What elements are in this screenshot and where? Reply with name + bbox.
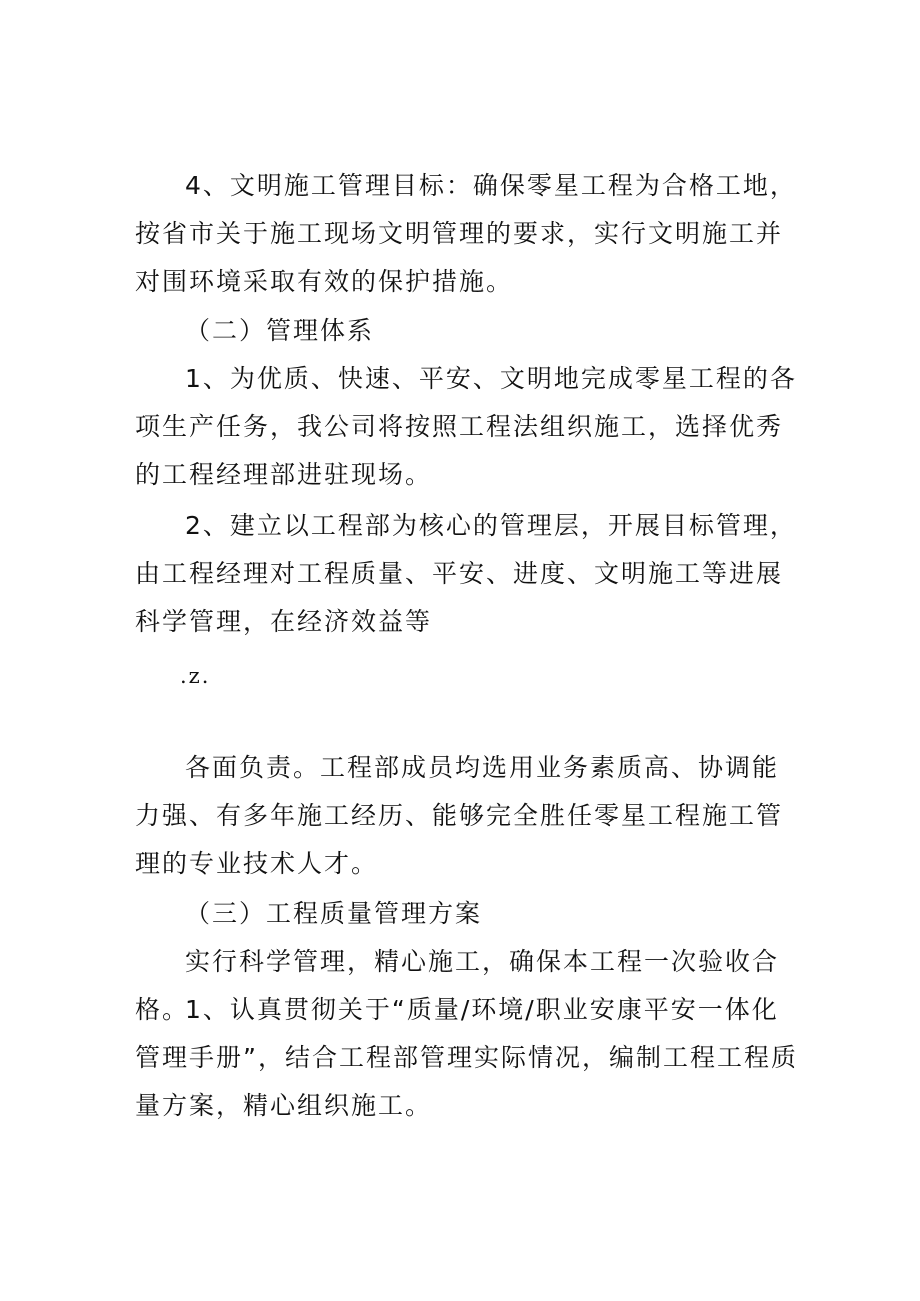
paragraph-quality-plan-1: 1、认真贯彻关于“质量/环境/职业安康平安一体化管理手册”，结合工程部管理实际情况，编制工程工程质量方案，精心组织施工。 — [135, 995, 798, 1120]
section-heading-management-system: （二）管理体系 — [185, 316, 375, 345]
paragraph-quality-goal: 实行科学管理，精心施工，确保本工程一次验收合格。 — [135, 947, 780, 1024]
page-marker: .z. — [180, 664, 211, 688]
section-heading-quality-plan: （三）工程质量管理方案 — [185, 899, 483, 928]
paragraph-management-system-2: 2、建立以工程部为核心的管理层，开展目标管理，由工程经理对工程质量、平安、进度、文明施工等进展科学管理，在经济效益等 — [135, 511, 797, 636]
paragraph-team-responsibility: 各面负责。工程部成员均选用业务素质高、协调能力强、有多年施工经历、能够完全胜任零星工程施工管理的专业技术人才。 — [135, 753, 784, 878]
paragraph-civilized-construction-goal: 4、文明施工管理目标：确保零星工程为合格工地，按省市关于施工现场文明管理的要求，实行文明施工并对围环境采取有效的保护措施。 — [135, 171, 797, 296]
paragraph-management-system-1: 1、为优质、快速、平安、文明地完成零星工程的各项生产任务，我公司将按照工程法组织施工，选择优秀的工程经理部进驻现场。 — [135, 364, 797, 489]
